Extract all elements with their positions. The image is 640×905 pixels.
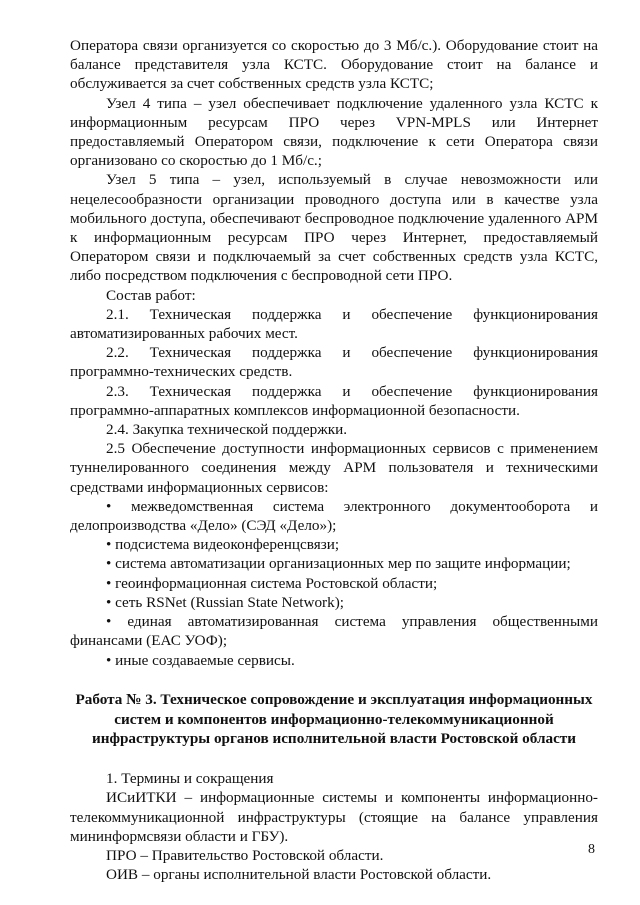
work-item-2-2: 2.2. Техническая поддержка и обеспечение функционирования программно-технических средств. <box>70 344 598 381</box>
term-oiv: ОИВ – органы исполнительной власти Ростовской области. <box>106 866 492 884</box>
document-body <box>70 36 598 884</box>
terms-title: 1. Термины и сокращения <box>106 770 274 788</box>
paragraph-continuation: Оператора связи организуется со скоростью до 3 Мб/с.). Оборудование стоит на балансе представителя узла КСТС. Оборудование стоит на балансе и обслуживается за счет собственных средств узла КСТС; <box>70 37 598 93</box>
service-bullet-geo: • геоинформационная система Ростовской области; <box>106 574 438 592</box>
page-number: 8 <box>588 842 595 857</box>
paragraph-node-type-5: Узел 5 типа – узел, используемый в случае невозможности или нецелесообразности организации проводного доступа или в качестве узла мобильного доступа, обеспечивают беспроводное подключение удаленного АРМ к информационным ресурсам ПРО через Интернет, предоставляемый Оператором связи и подключаемый за счет собственных средств узла КСТС, либо посредством подключения с беспроводной сети ПРО. <box>70 171 598 285</box>
service-bullet-sed: • межведомственная система электронного документооборота и делопроизводства «Дело» (СЭД «Дело»); <box>70 497 598 535</box>
paragraph-node-type-4: Узел 4 типа – узел обеспечивает подключение удаленного узла КСТС к информационным ресурсам ПРО через VPN-MPLS или Интернет предоставляемый Оператором связи, подключение к сети Оператора связи организовано со скоростью до 1 Мб/с.; <box>70 94 598 170</box>
work-item-2-3: 2.3. Техническая поддержка и обеспечение функционирования программно-аппаратных комплексов информационной безопасности. <box>70 382 598 419</box>
work-item-2-1: 2.1. Техническая поддержка и обеспечение функционирования автоматизированных рабочих мест. <box>70 305 598 343</box>
work-list-title: Состав работ: <box>106 286 196 304</box>
term-isiitki: ИСиИТКИ – информационные системы и компоненты информационно-телекоммуникационной инфраструктуры (стоящие на балансе управления мининформсвязи области и ГБУ). <box>70 789 598 845</box>
service-bullet-security: • система автоматизации организационных мер по защите информации; <box>106 555 571 573</box>
service-bullet-eas: • единая автоматизированная система управления общественными финансами (ЕАС УОФ); <box>70 613 598 650</box>
service-bullet-video: • подсистема видеоконференцсвязи; <box>106 536 340 554</box>
section-heading: Работа № 3. Техническое сопровождение и эксплуатация информационных систем и компонентов информационно-телекоммуникационной инфраструктуры органов исполнительной власти Ростовской области <box>75 690 593 748</box>
work-item-2-5: 2.5 Обеспечение доступности информационных сервисов с применением туннелированного соединения между АРМ пользователя и техническими средствами информационных сервисов: <box>70 440 598 496</box>
service-bullet-other: • иные создаваемые сервисы. <box>106 651 295 669</box>
service-bullet-rsnet: • сеть RSNet (Russian State Network); <box>106 593 344 611</box>
work-item-2-4: 2.4. Закупка технической поддержки. <box>106 421 348 439</box>
term-pro: ПРО – Правительство Ростовской области. <box>106 846 384 864</box>
